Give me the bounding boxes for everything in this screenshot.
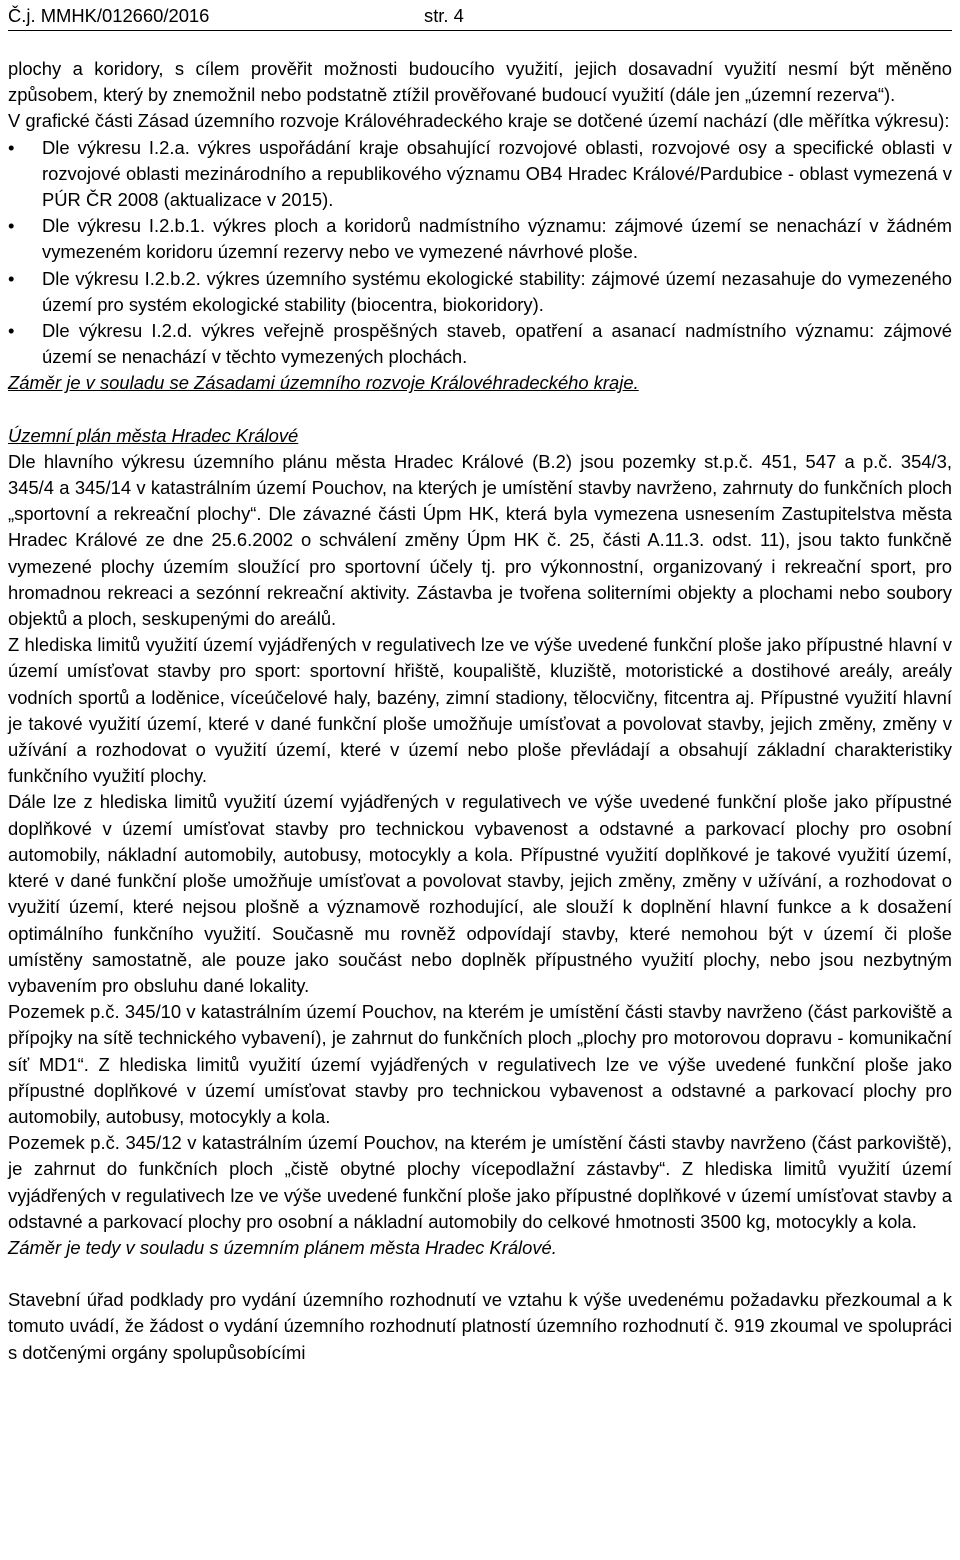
document-body (8, 56, 952, 1366)
up-conclusion: Záměr je tedy v souladu s územním plánem města Hradec Králové. (8, 1236, 557, 1258)
page-number: str. 4 (424, 5, 464, 26)
zur-conclusion: Záměr je v souladu se Zásadami územního rozvoje Královéhradeckého kraje. (8, 372, 639, 394)
paragraph-6: Pozemek p.č. 345/10 v katastrálním území Pouchov, na kterém je umístění části stavby navrženo (část parkoviště a přípojky na sítě technického vybavení), je zahrnut do funkčních ploch „plochy pro motorovou dopravu - komunikační síť MD1“. Z hlediska limitů využití území vyjádřených v regulativech lze ve výše uvedené funkční ploše jako přípustné doplňkové v území umísťovat stavby pro technickou vybavenost a odstavné a parkovací plochy pro automobily, autobusy, motocykly a kola. (8, 1001, 952, 1127)
list-item: • Dle výkresu I.2.b.1. výkres ploch a koridorů nadmístního významu: zájmové území se nenachází v žádném vymezeném koridoru územní rezervy nebo ve vymezené návrhové ploše. (8, 213, 952, 265)
paragraph-1: plochy a koridory, s cílem prověřit možnosti budoucího využití, jejich dosavadní využití nesmí být měněno způsobem, který by znemožnil nebo podstatně ztížil prověřované budoucí využití (dále jen „územní rezerva“). (8, 58, 952, 106)
section-heading-up: Územní plán města Hradec Králové (8, 424, 299, 446)
list-item: • Dle výkresu I.2.d. výkres veřejně prospěšných staveb, opatření a asanací nadmístního významu: zájmové území se nenachází v těchto vymezených plochách. (8, 318, 952, 370)
paragraph-2: V grafické části Zásad územního rozvoje Královéhradeckého kraje se dotčené území nachází (dle měřítka výkresu): (8, 110, 950, 132)
paragraph-7: Pozemek p.č. 345/12 v katastrálním území Pouchov, na kterém je umístění části stavby navrženo (část parkoviště), je zahrnut do funkčních ploch „čistě obytné plochy vícepodlažní zástavby“. Z hlediska limitů využití území vyjádřených v regulativech lze ve výše uvedené funkční ploše jako přípustné doplňkové v území umísťovat stavby a odstavné a parkovací plochy pro osobní a nákladní automobily do celkové hmotnosti 3500 kg, motocykly a kola. (8, 1132, 952, 1232)
reference-number: Č.j. MMHK/012660/2016 (8, 5, 210, 26)
paragraph-4: Z hlediska limitů využití území vyjádřených v regulativech lze ve výše uvedené funkční ploše jako přípustné hlavní v území umísťovat stavby pro sport: sportovní hřiště, koupaliště, kluziště, motoristické a dostihové areály, areály vodních sportů a loděnice, víceúčelové haly, bazény, zimní stadiony, tělocvičny, fitcentra aj. Přípustné využití hlavní je takové využití území, které v dané funkční ploše umožňuje umísťovat a povolovat stavby, jejich změny, změny v užívání a rozhodovat o využití území, které v území nebo ploše převládají a obsahují základní charakteristiky funkčního využití plochy. (8, 634, 952, 787)
paragraph-5: Dále lze z hlediska limitů využití území vyjádřených v regulativech ve výše uvedené funkční ploše jako přípustné doplňkové v území umísťovat stavby pro technickou vybavenost a odstavné a parkovací plochy pro osobní automobily, nákladní automobily, autobusy, motocykly a kola. Přípustné využití doplňkové je takové využití území, které v dané funkční ploše umožňuje umísťovat a povolovat stavby, jejich změny, změny v užívání, a rozhodovat o využití území, které nejsou plošně a významově rozhodující, ale slouží k doplnění hlavní funkce a k dosažení optimálního funkčního využití. Současně mu rovněž odpovídají stavby, které nemohou být v území či ploše umístěny samostatně, ale pouze jako součást nebo doplněk přípustného využití plochy, nebo jsou nezbytným vybavením pro obsluhu dané lokality. (8, 791, 952, 996)
list-item: • Dle výkresu I.2.a. výkres uspořádání kraje obsahující rozvojové oblasti, rozvojové osy a specifické oblasti v rozvojové oblasti mezinárodního a republikového významu OB4 Hradec Králové/Pardubice - oblast vymezená v PÚR ČR 2008 (aktualizace v 2015). (8, 135, 952, 214)
bullet-list (8, 135, 952, 371)
paragraph-3: Dle hlavního výkresu územního plánu města Hradec Králové (B.2) jsou pozemky st.p.č. 451, 547 a p.č. 354/3, 345/4 a 345/14 v katastrálním území Pouchov, na kterých je umístění stavby navrženo, zahrnuty do funkčních ploch „sportovní a rekreační plochy“. Dle závazné části Úpm HK, která byla vymezena usnesením Zastupitelstva města Hradec Králové ze dne 25.6.2002 o schválení změny Úpm HK č. 25, části A.11.3. odst. 11), jsou takto funkčně vymezené plochy územím sloužící pro sportovní účely tj. pro výkonnostní, organizovaný i rekreační sport, pro hromadnou rekreaci a sezónní rekreační aktivity. Zástavba je tvořena soliterními objekty a plochami nebo soubory objektů a ploch, seskupenými do areálů. (8, 450, 952, 630)
list-item: • Dle výkresu I.2.b.2. výkres územního systému ekologické stability: zájmové území nezasahuje do vymezeného území pro systém ekologické stability (biocentra, biokoridory). (8, 266, 952, 318)
paragraph-8: Stavební úřad podklady pro vydání územního rozhodnutí ve vztahu k výše uvedenému požadavku přezkoumal a k tomuto uvádí, že žádost o vydání územního rozhodnutí platností územního rozhodnutí č. 919 zkoumal ve spolupráci s dotčenými orgány spolupůsobícími (8, 1289, 952, 1363)
page-header (8, 0, 952, 31)
